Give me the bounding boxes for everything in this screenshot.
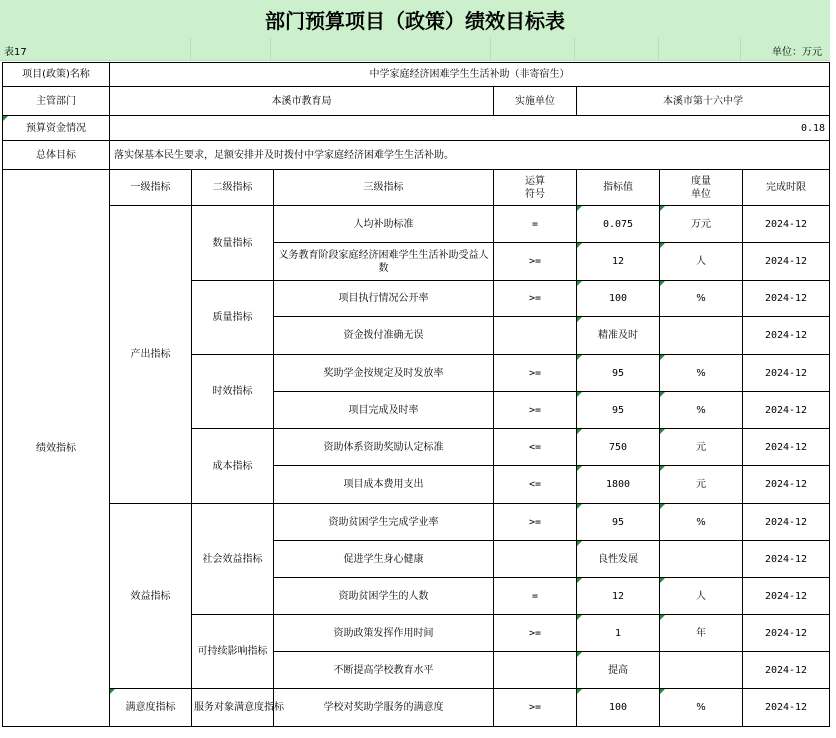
project-name: 中学家庭经济困难学生生活补助（非寄宿生） xyxy=(110,63,830,87)
level1-output: 产出指标 xyxy=(110,206,192,504)
level2-timeliness: 时效指标 xyxy=(192,355,274,429)
impl-label: 实施单位 xyxy=(494,87,577,116)
goal-label: 总体目标 xyxy=(3,141,110,170)
unit-label: 单位：万元 xyxy=(772,47,822,58)
table-row: 时效指标 奖助学金按规定及时发放率 >= 95 % 2024-12 xyxy=(3,355,830,392)
col-value: 指标值 xyxy=(577,170,660,206)
performance-table xyxy=(2,62,830,727)
table-row: 资助贫困学生的人数 = 12 人 2024-12 xyxy=(3,578,830,615)
table-row: 成本指标 资助体系资助奖励认定标准 <= 750 元 2024-12 xyxy=(3,429,830,466)
level2-quantity: 数量指标 xyxy=(192,206,274,281)
level2-social: 社会效益指标 xyxy=(192,504,274,615)
table-row: 项目成本费用支出 <= 1800 元 2024-12 xyxy=(3,466,830,504)
budget-label: 预算资金情况 xyxy=(3,116,110,141)
table-row: 义务教育阶段家庭经济困难学生生活补助受益人数 >= 12 人 2024-12 xyxy=(3,243,830,281)
dept-label: 主管部门 xyxy=(3,87,110,116)
col-level3: 三级指标 xyxy=(274,170,494,206)
level2-service: 服务对象满意度指标 xyxy=(192,689,274,727)
table-row: 不断提高学校教育水平 提高 2024-12 xyxy=(3,652,830,689)
table-row: 资金拨付准确无误 精准及时 2024-12 xyxy=(3,317,830,355)
col-operator: 运算符号 xyxy=(494,170,577,206)
level2-quality: 质量指标 xyxy=(192,281,274,355)
col-deadline: 完成时限 xyxy=(743,170,830,206)
col-level1: 一级指标 xyxy=(110,170,192,206)
impl-value: 本溪市第十六中学 xyxy=(577,87,830,116)
goal-value: 落实保基本民生要求，足额安排并及时拨付中学家庭经济困难学生生活补助。 xyxy=(110,141,830,170)
col-unit: 度量单位 xyxy=(660,170,743,206)
page-title: 部门预算项目（政策）绩效目标表 xyxy=(0,0,830,39)
budget-value: 0.18 xyxy=(110,116,830,141)
level2-cost: 成本指标 xyxy=(192,429,274,504)
table-row: 效益指标 社会效益指标 资助贫困学生完成学业率 >= 95 % 2024-12 xyxy=(3,504,830,541)
table-row: 质量指标 项目执行情况公开率 >= 100 % 2024-12 xyxy=(3,281,830,317)
level2-sustain: 可持续影响指标 xyxy=(192,615,274,689)
table-number: 表17 xyxy=(4,47,27,58)
dept-value: 本溪市教育局 xyxy=(110,87,494,116)
level1-benefit: 效益指标 xyxy=(110,504,192,689)
col-level2: 二级指标 xyxy=(192,170,274,206)
table-row: 促进学生身心健康 良性发展 2024-12 xyxy=(3,541,830,578)
level1-satisfaction: 满意度指标 xyxy=(110,689,192,727)
project-name-label: 项目(政策)名称 xyxy=(3,63,110,87)
table-row: 可持续影响指标 资助政策发挥作用时间 >= 1 年 2024-12 xyxy=(3,615,830,652)
sub-header-row xyxy=(0,38,830,61)
perf-label: 绩效指标 xyxy=(3,170,110,727)
table-row: 项目完成及时率 >= 95 % 2024-12 xyxy=(3,392,830,429)
table-row: 满意度指标 服务对象满意度指标 学校对奖助学服务的满意度 >= 100 % 2024-12 xyxy=(3,689,830,727)
table-row: 产出指标 数量指标 人均补助标准 = 0.075 万元 2024-12 xyxy=(3,206,830,243)
